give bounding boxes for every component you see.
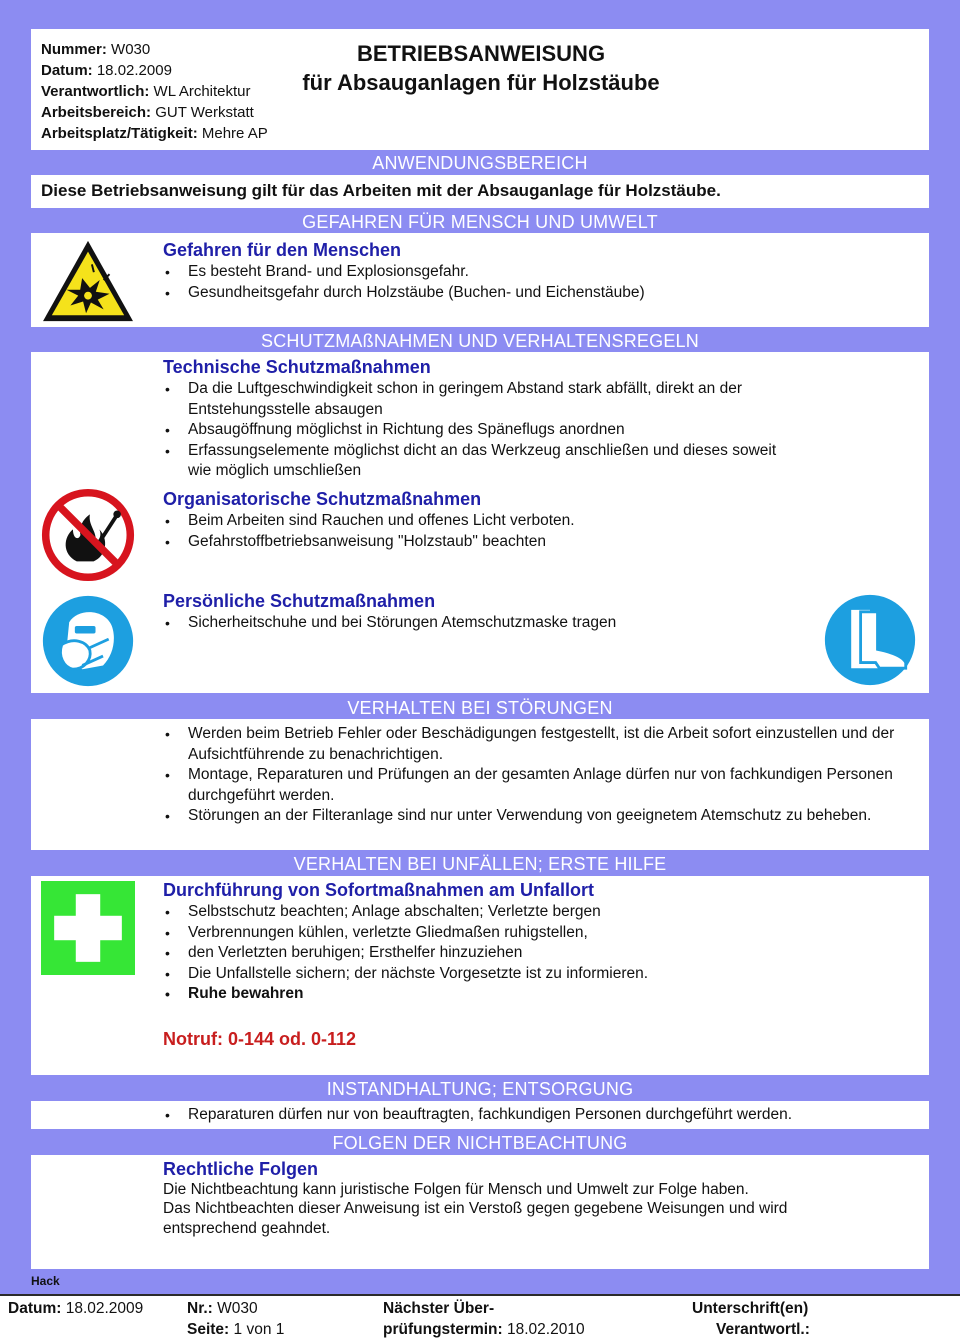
footer-signature-role: Verantwortl.: — [716, 1321, 810, 1338]
org-list — [163, 511, 903, 552]
pers-list — [163, 613, 803, 634]
stoerungen-pane — [31, 719, 929, 850]
doc-title: BETRIEBSANWEISUNG — [356, 41, 606, 66]
footer-next-date: prüfungstermin: 18.02.2010 — [383, 1321, 585, 1338]
org-subheading: Organisatorische Schutzmaßnahmen — [163, 489, 482, 509]
heading-folgen: FOLGEN DER NICHTBEACHTUNG — [332, 1133, 628, 1153]
list-item: • Die Unfallstelle sichern; der nächste Vorgesetzte ist zu informieren. — [163, 964, 903, 985]
list-item: • Störungen an der Filteranlage sind nur unter Verwendung von geeignetem Atemschutz zu beheben. — [163, 806, 923, 827]
first-aid-cross-icon — [41, 881, 135, 975]
instand-list — [163, 1105, 923, 1126]
anwendungsbereich-text: Diese Betriebsanweisung gilt für das Arbeiten mit der Absauganlage für Holzstäube. — [41, 181, 721, 200]
doc-subtitle: für Absauganlagen für Holzstäube — [302, 70, 660, 95]
schutz-pane — [31, 352, 929, 693]
instand-pane — [31, 1101, 929, 1129]
heading-gefahren: GEFAHREN FÜR MENSCH UND UMWELT — [302, 212, 658, 232]
folgen-subheading: Rechtliche Folgen — [163, 1159, 319, 1179]
gefahren-list — [163, 262, 903, 303]
folgen-text-1: Die Nichtbeachtung kann juristische Folgen für Mensch und Umwelt zur Folge haben. — [163, 1181, 749, 1198]
stoerungen-list — [163, 724, 923, 827]
footer-seite: Seite: 1 von 1 — [187, 1321, 285, 1338]
unfall-subheading: Durchführung von Sofortmaßnahmen am Unfallort — [163, 880, 595, 900]
meta-nummer: Nummer: W030 — [41, 41, 151, 58]
safety-boots-icon — [823, 593, 917, 687]
gefahren-subheading: Gefahren für den Menschen — [163, 240, 402, 260]
list-item: • Verbrennungen kühlen, verletzte Gliedmaßen ruhigstellen, — [163, 923, 903, 944]
heading-stoerungen: VERHALTEN BEI STÖRUNGEN — [347, 698, 613, 718]
footer-nr: Nr.: W030 — [187, 1300, 258, 1317]
anwendungsbereich-pane — [31, 175, 929, 208]
tech-list — [163, 379, 783, 482]
explosion-warning-icon — [39, 237, 137, 325]
folgen-text-2: Das Nichtbeachten dieser Anweisung ist ein Verstoß gegen gegebene Weisungen und wird entsprechend geahndet. — [163, 1200, 788, 1237]
unfall-list — [163, 902, 903, 1005]
list-item: • Erfassungselemente möglichst dicht an das Werkzeug anschließen und dieses soweit wie möglich umschließen — [163, 441, 783, 482]
list-item: • Beim Arbeiten sind Rauchen und offenes Licht verboten. — [163, 511, 903, 532]
heading-unfaelle: VERHALTEN BEI UNFÄLLEN; ERSTE HILFE — [293, 854, 667, 874]
header-pane — [31, 29, 929, 150]
list-item: • Es besteht Brand- und Explosionsgefahr. — [163, 262, 903, 283]
heading-anwendungsbereich: ANWENDUNGSBEREICH — [372, 153, 588, 173]
pers-subheading: Persönliche Schutzmaßnahmen — [163, 591, 436, 611]
gefahren-pane — [31, 233, 929, 327]
meta-arbeitsplatz: Arbeitsplatz/Tätigkeit: Mehre AP — [41, 125, 268, 142]
list-item: • Werden beim Betrieb Fehler oder Beschädigungen festgestellt, ist die Arbeit sofort einzustellen und der Aufsichtführende zu benachrichtigen. — [163, 724, 923, 765]
footer-next-label: Nächster Über- — [383, 1300, 495, 1317]
list-item: • Montage, Reparaturen und Prüfungen an der gesamten Anlage dürfen nur von fachkundigen Personen durchgeführt werden. — [163, 765, 923, 806]
heading-schutzmassnahmen: SCHUTZMAßNAHMEN UND VERHALTENSREGELN — [261, 331, 699, 351]
footer-signature-label: Unterschrift(en) — [692, 1300, 809, 1317]
author-mark: Hack — [31, 1274, 60, 1288]
list-item: • Gefahrstoffbetriebsanweisung "Holzstaub" beachten — [163, 532, 903, 553]
meta-verantwortlich: Verantwortlich: WL Architektur — [41, 83, 251, 100]
list-item: • Sicherheitschuhe und bei Störungen Atemschutzmaske tragen — [163, 613, 803, 634]
meta-arbeitsbereich: Arbeitsbereich: GUT Werkstatt — [41, 104, 254, 121]
respirator-mask-icon — [41, 594, 135, 688]
list-item: • Selbstschutz beachten; Anlage abschalten; Verletzte bergen — [163, 902, 903, 923]
folgen-pane — [31, 1155, 929, 1269]
list-item: • Absaugöffnung möglichst in Richtung des Späneflugs anordnen — [163, 420, 783, 441]
footer-datum: Datum: 18.02.2009 — [8, 1300, 144, 1317]
list-item: • Ruhe bewahren — [163, 984, 903, 1005]
no-open-flame-icon — [41, 488, 135, 582]
heading-instandhaltung: INSTANDHALTUNG; ENTSORGUNG — [326, 1079, 634, 1099]
unfall-pane — [31, 876, 929, 1075]
meta-datum: Datum: 18.02.2009 — [41, 62, 172, 79]
list-item: • Gesundheitsgefahr durch Holzstäube (Buchen- und Eichenstäube) — [163, 283, 903, 304]
list-item: • den Verletzten beruhigen; Ersthelfer hinzuziehen — [163, 943, 903, 964]
list-item: • Reparaturen dürfen nur von beauftragten, fachkundigen Personen durchgeführt werden. — [163, 1105, 923, 1126]
list-item: • Da die Luftgeschwindigkeit schon in geringem Abstand stark abfällt, direkt an der Entstehungsstelle absaugen — [163, 379, 783, 420]
notruf-number: Notruf: 0-144 od. 0-112 — [163, 1029, 357, 1049]
tech-subheading: Technische Schutzmaßnahmen — [163, 357, 431, 377]
